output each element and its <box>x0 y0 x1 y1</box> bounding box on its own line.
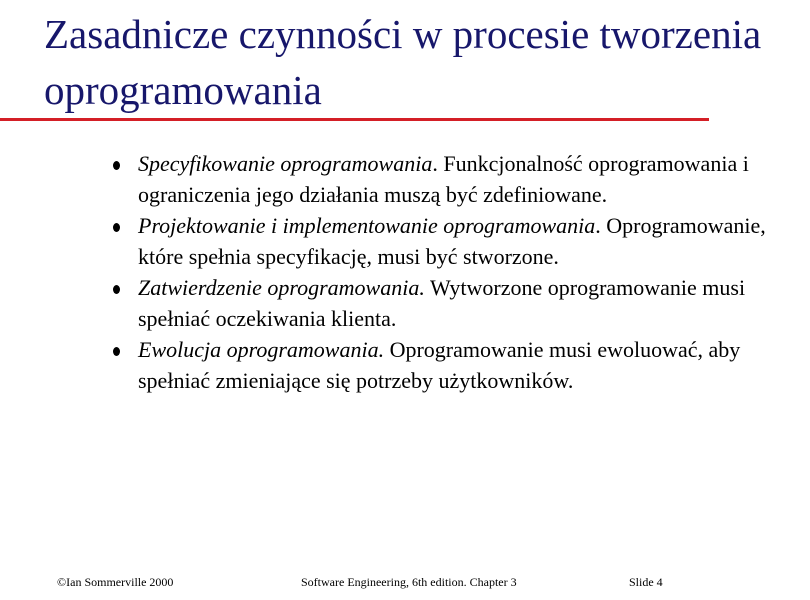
footer-slide-number: Slide 4 <box>629 575 663 589</box>
bullet-body: Funkcjonalność oprogramowania i ograniczenia jego działania muszą być zdefiniowane. <box>138 151 749 207</box>
title-underline <box>0 118 709 121</box>
bullet-heading: Ewolucja oprogramowania. <box>138 337 385 362</box>
bullet-heading: Specyfikowanie oprogramowania <box>138 151 433 176</box>
bullet-item-specification <box>113 148 773 210</box>
footer-copyright: ©Ian Sommerville 2000 <box>57 575 174 589</box>
bullet-body: Oprogramowanie musi ewoluować, aby spełniać zmieniające się potrzeby użytkowników. <box>138 337 741 393</box>
bullet-dot-icon <box>113 347 120 356</box>
bullet-body: Oprogramowanie, które spełnia specyfikację, musi być stworzone. <box>138 213 766 269</box>
bullet-separator: . <box>432 151 444 176</box>
bullet-dot-icon <box>113 161 120 170</box>
bullet-heading: Zatwierdzenie oprogramowania. <box>138 275 425 300</box>
bullet-heading: Projektowanie i implementowanie oprogramowania <box>138 213 596 238</box>
bullet-dot-icon <box>113 223 120 232</box>
bullet-body: Wytworzone oprogramowanie musi spełniać oczekiwania klienta. <box>138 275 746 331</box>
bullet-item-evolution <box>113 334 773 396</box>
slide-title: Zasadnicze czynności w procesie tworzenia oprogramowania <box>44 11 762 113</box>
bullet-item-validation <box>113 272 773 334</box>
bullet-list <box>113 148 773 396</box>
bullet-dot-icon <box>113 285 120 294</box>
bullet-item-design-implementation <box>113 210 773 272</box>
footer-book-title: Software Engineering, 6th edition. Chapter 3 <box>301 575 517 589</box>
bullet-separator: . <box>595 213 607 238</box>
